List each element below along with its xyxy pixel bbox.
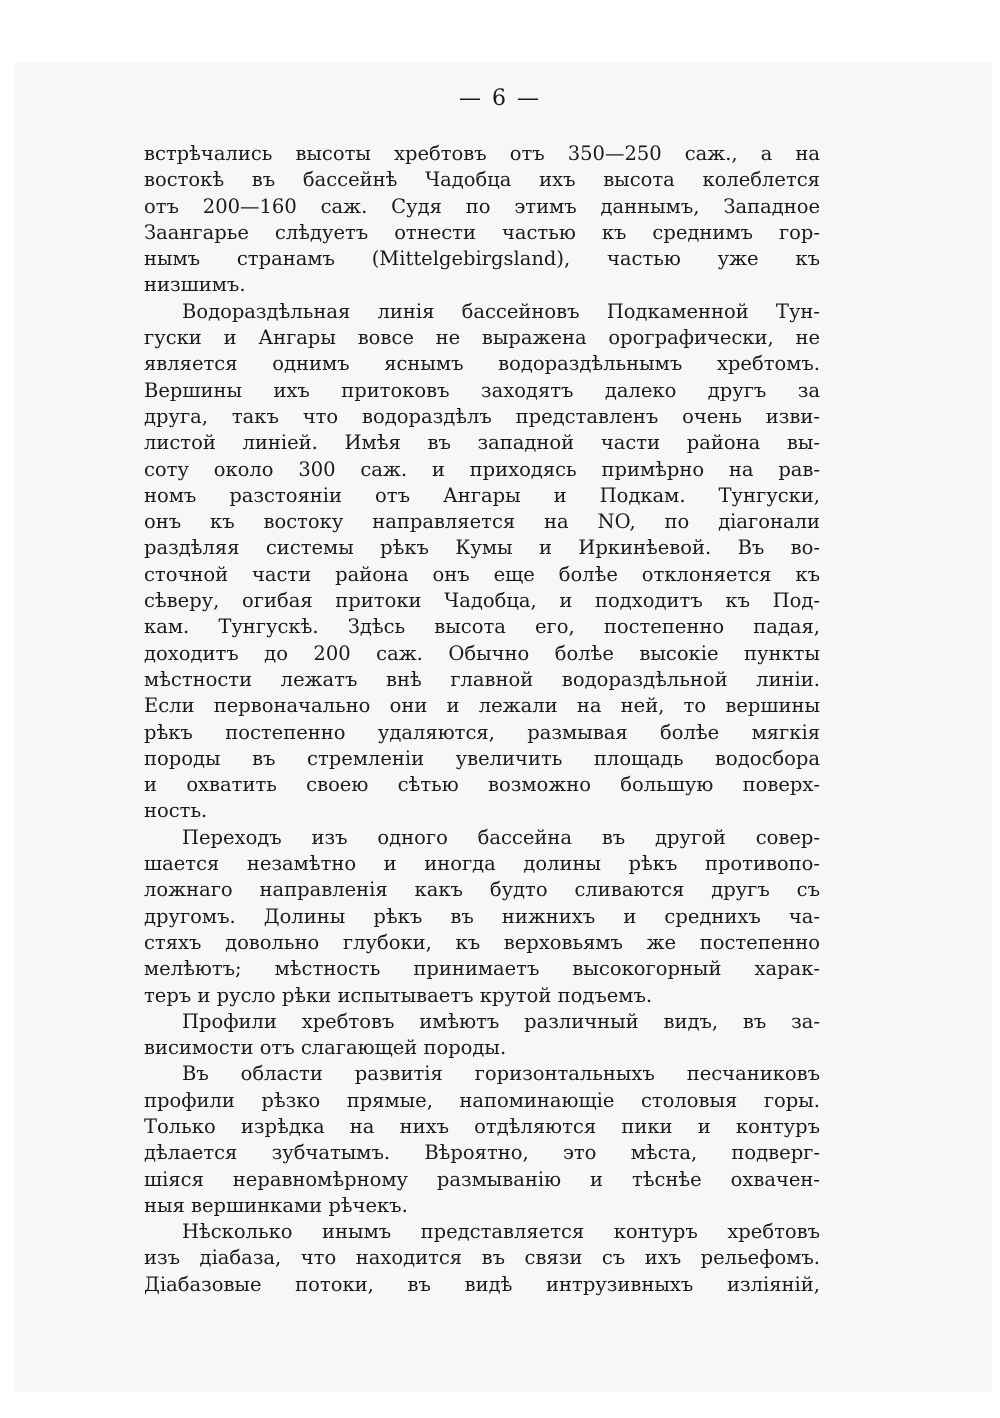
text-line: ложнаго направленія какъ будто сливаются другъ съ	[144, 878, 820, 902]
text-line: ность.	[144, 799, 208, 823]
text-line: доходитъ до 200 саж. Обычно болѣе высокіе пункты	[144, 641, 820, 665]
text-line: встрѣчались высоты хребтовъ отъ 350—250 саж., а на	[144, 142, 820, 165]
text-line: кам. Тунгускѣ. Здѣсь высота его, постепенно падая,	[144, 615, 820, 639]
text-line: Водораздѣльная линія бассейновъ Подкаменной Тун-	[182, 299, 820, 323]
text-line: гуски и Ангары вовсе не выражена орографически, не	[144, 326, 820, 350]
text-line: Только изрѣдка на нихъ отдѣляются пики и контуръ	[144, 1114, 820, 1138]
text-line: номъ разстояніи отъ Ангары и Подкам. Тунгуски,	[144, 483, 820, 507]
text-line: дѣлается зубчатымъ. Вѣроятно, это мѣста, подверг-	[144, 1141, 820, 1165]
text-line: друга, такъ что водораздѣлъ представленъ очень изви-	[144, 404, 820, 428]
text-line: соту около 300 саж. и приходясь примѣрно на рав-	[144, 457, 820, 481]
text-line: Вершины ихъ притоковъ заходятъ далеко другъ за	[144, 378, 820, 402]
text-line: стяхъ довольно глубоки, къ верховьямъ же постепенно	[144, 930, 820, 954]
text-line: низшимъ.	[144, 273, 246, 297]
text-line: Переходъ изъ одного бассейна въ другой совер-	[182, 825, 820, 849]
text-line: рѣкъ постепенно удаляются, размывая болѣе мягкія	[144, 720, 820, 744]
text-line: онъ къ востоку направляется на NO, по діагонали	[144, 510, 820, 534]
text-line: профили рѣзко прямые, напоминающіе столовыя горы.	[144, 1088, 820, 1112]
text-line: породы въ стремленіи увеличить площадь водосбора	[144, 746, 820, 770]
text-line: Если первоначально они и лежали на ней, то вершины	[144, 694, 820, 718]
text-line: листой линіей. Имѣя въ западной части района вы-	[144, 431, 820, 455]
text-line: теръ и русло рѣки испытываетъ крутой подъемъ.	[144, 983, 653, 1007]
text-line: висимости отъ слагающей породы.	[144, 1036, 507, 1060]
text-line: отъ 200—160 саж. Судя по этимъ даннымъ, Западное	[144, 194, 820, 218]
text-line: раздѣляя системы рѣкъ Кумы и Иркинѣевой. Въ во-	[144, 536, 820, 560]
text-line: мелѣютъ; мѣстность принимаетъ высокогорный харак-	[144, 957, 820, 981]
text-line: востокѣ въ бассейнѣ Чадобца ихъ высота колеблется	[144, 168, 820, 192]
text-line: ныя вершинками рѣчекъ.	[144, 1193, 408, 1217]
text-line: Профили хребтовъ имѣютъ различный видъ, въ за-	[182, 1009, 820, 1033]
text-line: является однимъ яснымъ водораздѣльнымъ хребтомъ.	[144, 352, 820, 376]
text-line: и охватить своею сѣтью возможно большую поверх-	[144, 773, 820, 797]
text-line: изъ діабаза, что находится въ связи съ ихъ рельефомъ.	[144, 1246, 820, 1270]
text-line: Въ области развитія горизонтальныхъ песчаниковъ	[182, 1062, 820, 1086]
text-line: шается незамѣтно и иногда долины рѣкъ противопо-	[144, 852, 820, 876]
page-number: — 6 —	[459, 86, 541, 111]
text-line: Нѣсколько инымъ представляется контуръ хребтовъ	[182, 1220, 820, 1244]
text-line: Діабазовые потоки, въ видѣ интрузивныхъ изліяній,	[144, 1272, 820, 1296]
text-line: нымъ странамъ (Mittelgebirgsland), частью уже къ	[144, 247, 820, 271]
text-line: другомъ. Долины рѣкъ въ нижнихъ и среднихъ ча-	[144, 904, 820, 928]
text-line: сточной части района онъ еще болѣе отклоняется къ	[144, 562, 820, 586]
text-line: сѣверу, огибая притоки Чадобца, и подходитъ къ Под-	[144, 589, 820, 613]
text-line: шіяся неравномѣрному размыванію и тѣснѣе охвачен-	[144, 1167, 820, 1191]
body-text	[144, 141, 820, 1298]
text-line: Заангарье слѣдуетъ отнести частью къ среднимъ гор-	[144, 220, 820, 244]
text-line: мѣстности лежатъ внѣ главной водораздѣльной линіи.	[144, 667, 820, 691]
